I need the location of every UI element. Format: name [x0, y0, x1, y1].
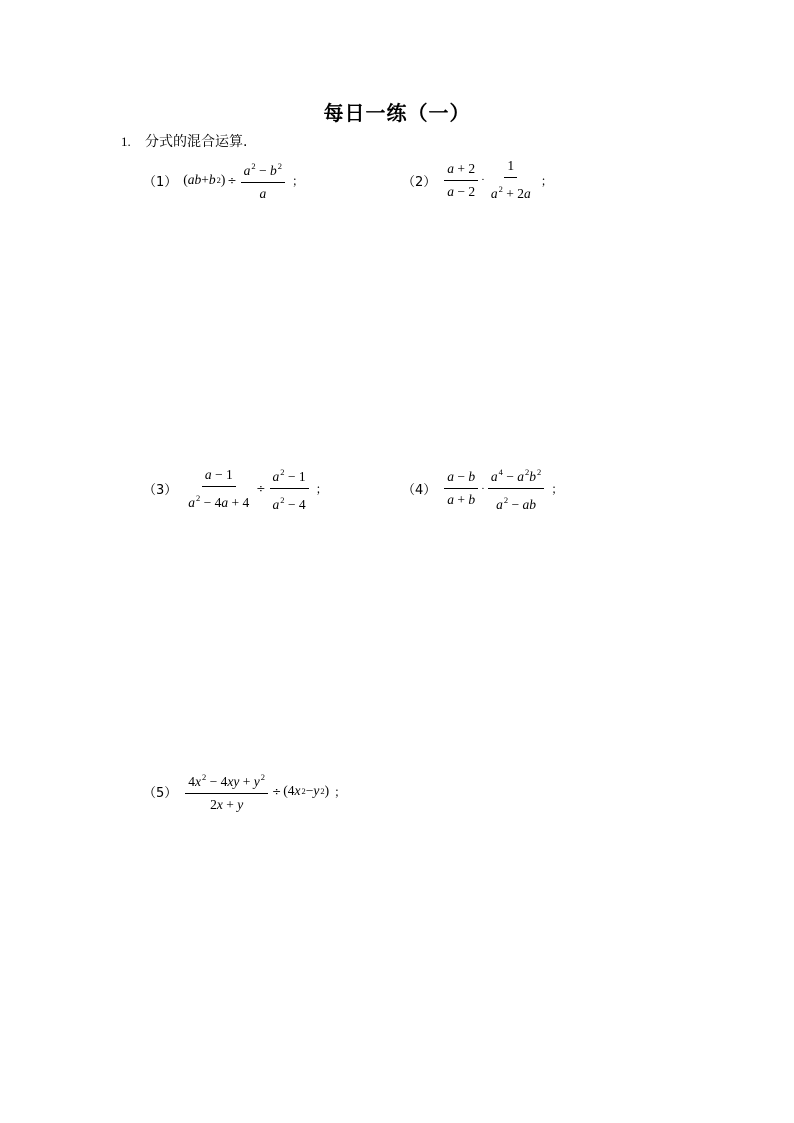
problem-5: [143, 769, 346, 813]
question-1: [121, 131, 247, 151]
problem-2-expression: $\frac{a + 2}{a - 2}$ · $\frac{1}{a^2 + 2a}$: [442, 158, 535, 202]
fraction: $\frac{1}{a^2 + 2a}$: [490, 158, 531, 201]
question-number: 1.: [121, 134, 131, 149]
problem-3: [143, 464, 328, 513]
fraction: $\frac{a^2 - 1}{a^2 - 4}$: [270, 464, 309, 513]
question-text: 分式的混合运算.: [145, 134, 248, 150]
problem-3-expression: $\frac{a - 1}{a^2 - 4a + 4}$ ÷ $\frac{a^2 - 1}{a^2 - 4}$: [183, 464, 310, 513]
problem-2: [402, 158, 553, 202]
semicolon: ；: [292, 173, 305, 188]
problem-2-label: （2）: [402, 174, 437, 190]
page-title: 每日一练（一）: [323, 101, 471, 125]
semicolon: ；: [315, 482, 328, 496]
fraction: $\frac{4x^2 - 4xy + y^2}{2x + y}$: [185, 769, 268, 813]
problem-1: [143, 158, 304, 202]
fraction: $\frac{a - 1}{a^2 - 4a + 4}$: [188, 466, 250, 510]
problem-4-label: （4）: [402, 483, 437, 498]
problem-4-expression: $\frac{a - b}{a + b}$ · $\frac{a^4 - a^2b^2}{a^2 - ab}$: [442, 464, 546, 513]
semicolon: ；: [551, 482, 564, 496]
problem-1-expression: ( ab + b 2 ) ÷ $\frac{a^2 - b^2}{a}$: [183, 158, 287, 202]
semicolon: ；: [334, 784, 347, 799]
problem-1-label: （1）: [143, 174, 178, 190]
problem-5-label: （5）: [143, 785, 178, 801]
problem-5-expression: $\frac{4x^2 - 4xy + y^2}{2x + y}$ ÷ (4 x 2 − y 2 ): [183, 769, 329, 813]
problem-4: [402, 464, 563, 513]
fraction: $\frac{a + 2}{a - 2}$: [444, 161, 478, 200]
fraction: $\frac{a^2 - b^2}{a}$: [241, 158, 285, 202]
semicolon: ；: [540, 173, 553, 188]
fraction: $\frac{a - b}{a + b}$: [444, 469, 478, 508]
problem-3-label: （3）: [143, 483, 178, 498]
fraction: $\frac{a^4 - a^2b^2}{a^2 - ab}$: [488, 464, 544, 513]
